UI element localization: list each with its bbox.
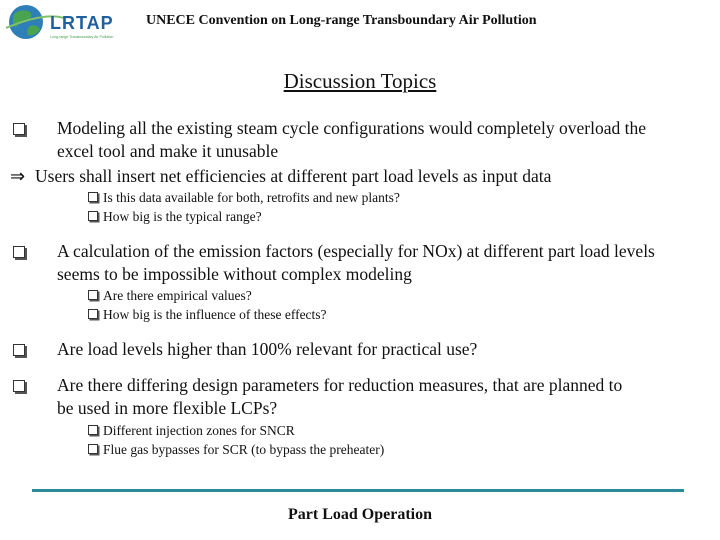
sub-bullet-item: Flue gas bypasses for SCR (to bypass the preheater) <box>103 440 384 459</box>
implies-arrow-icon: ⇒ <box>10 166 26 187</box>
logo-tagline: Long-range Transboundary Air Pollution <box>50 35 114 39</box>
checkbox-bullet-icon <box>88 290 98 300</box>
checkbox-bullet-icon <box>13 123 25 135</box>
bullet-item: Modeling all the existing steam cycle configurations would completely overload the excel tool and make it unusable <box>57 117 657 163</box>
sub-bullet-item: How big is the influence of these effects? <box>103 305 327 324</box>
checkbox-bullet-icon <box>13 344 25 356</box>
sub-bullet-item: How big is the typical range? <box>103 207 262 226</box>
checkbox-bullet-icon <box>88 192 98 202</box>
checkbox-bullet-icon <box>13 380 25 392</box>
checkbox-bullet-icon <box>88 211 98 221</box>
logo-wordmark: LRTAP <box>50 13 114 33</box>
checkbox-bullet-icon <box>88 425 98 435</box>
footer-title: Part Load Operation <box>288 506 432 523</box>
slide-title: Discussion Topics <box>283 69 437 93</box>
checkbox-bullet-icon <box>13 246 25 258</box>
sub-bullet-item: Different injection zones for SNCR <box>103 421 295 440</box>
sub-bullet-item: Are there empirical values? <box>103 286 252 305</box>
checkbox-bullet-icon <box>88 444 98 454</box>
footer-divider <box>32 489 684 492</box>
bullet-item: A calculation of the emission factors (especially for NOx) at different part load levels seems to be impossible without complex modeling <box>57 240 667 286</box>
bullet-item: Are load levels higher than 100% relevant for practical use? <box>57 338 677 361</box>
checkbox-bullet-icon <box>88 309 98 319</box>
bullet-item: Are there differing design parameters for reduction measures, that are planned to be used in more flexible LCPs? <box>57 374 637 420</box>
header-title: UNECE Convention on Long-range Transboundary Air Pollution <box>146 13 537 28</box>
sub-bullet-item: Is this data available for both, retrofits and new plants? <box>103 188 400 207</box>
lrtap-logo <box>4 2 132 42</box>
arrow-bullet-item: ⇒ Users shall insert net efficiencies at different part load levels as input data <box>10 166 552 187</box>
globe-icon <box>4 2 132 42</box>
